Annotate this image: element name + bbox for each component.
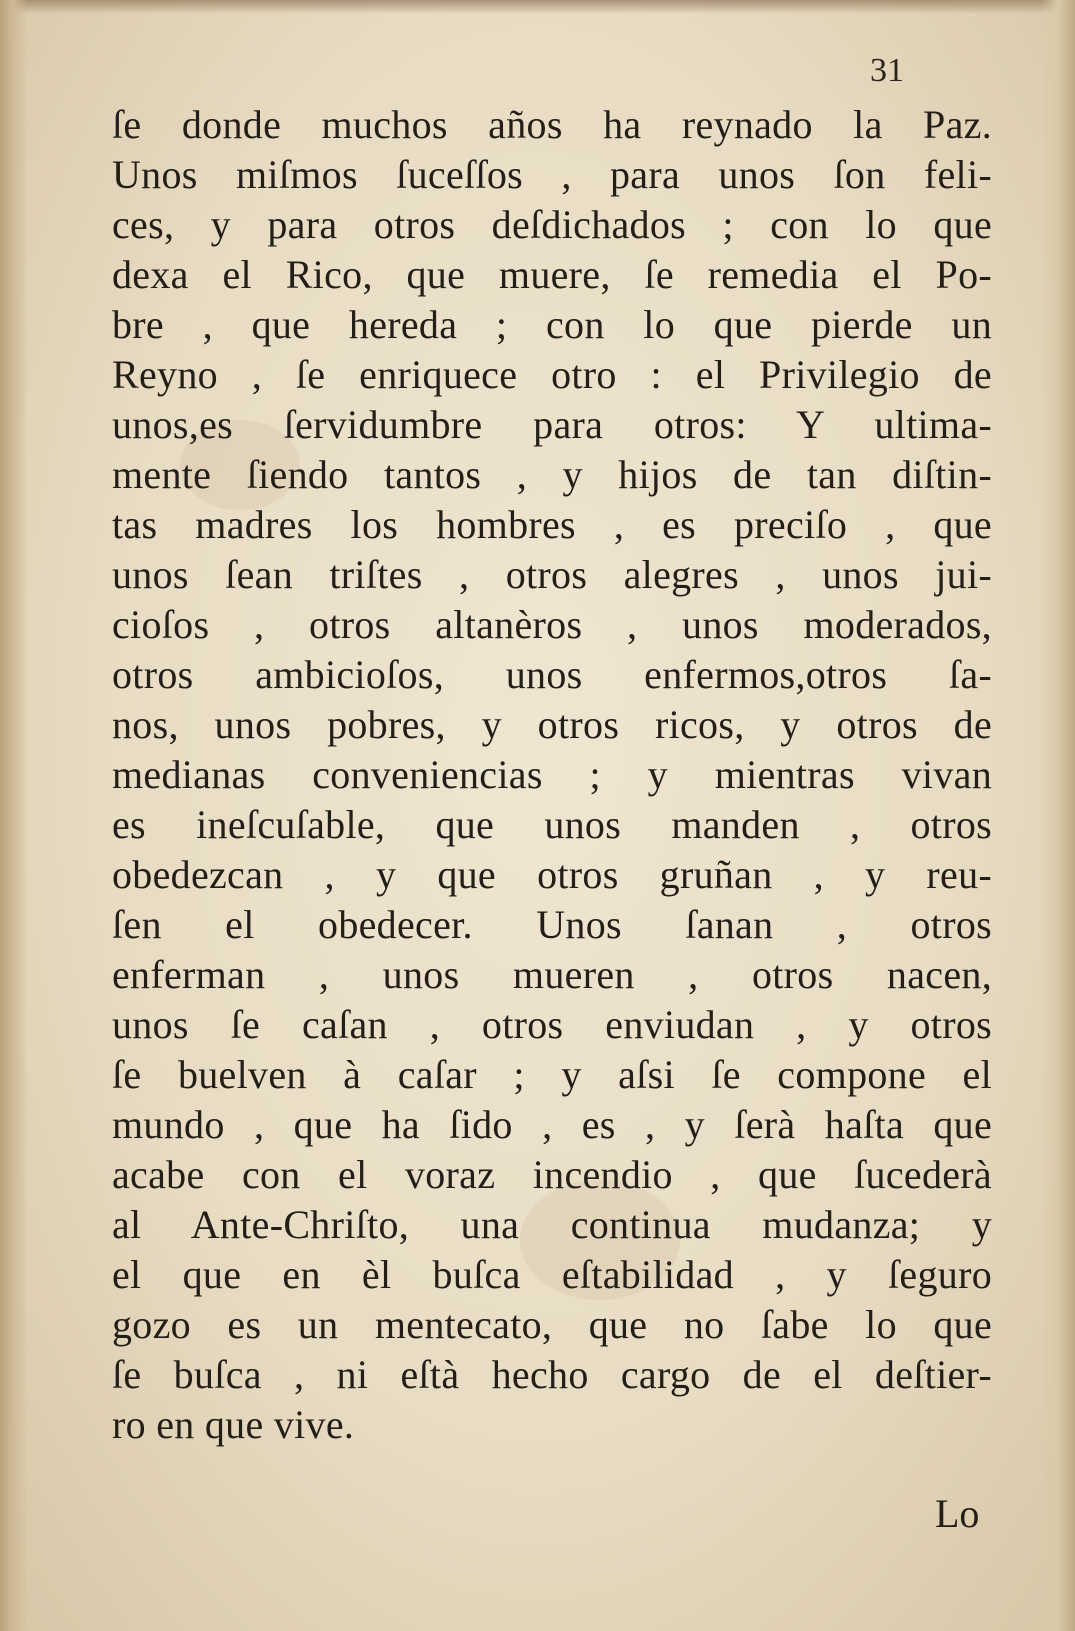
text-line: ces, y para otros deſdichados ; con lo que xyxy=(112,202,992,247)
catchword: Lo xyxy=(935,1491,980,1536)
page-top-shadow xyxy=(0,0,1075,14)
text-line: ſe buelven à caſar ; y aſsi ſe compone el xyxy=(112,1052,992,1097)
text-line: mundo , que ha ſido , es , y ſerà haſta que xyxy=(112,1102,992,1147)
text-line: es ineſcuſable, que unos manden , otros xyxy=(112,802,992,847)
text-line: enferman , unos mueren , otros nacen, xyxy=(112,952,992,997)
text-line: mente ſiendo tantos , y hijos de tan diſtin- xyxy=(112,452,992,497)
text-line: bre , que hereda ; con lo que pierde un xyxy=(112,302,992,347)
text-line: otros ambicioſos, unos enfermos,otros ſa- xyxy=(112,652,992,697)
text-line: ſe donde muchos años ha reynado la Paz. xyxy=(112,102,992,147)
text-line: gozo es un mentecato, que no ſabe lo que xyxy=(112,1302,992,1347)
text-line: el que en èl buſca eſtabilidad , y ſeguro xyxy=(112,1252,992,1297)
text-line: tas madres los hombres , es preciſo , que xyxy=(112,502,992,547)
page-number: 31 xyxy=(870,52,904,89)
text-line: medianas conveniencias ; y mientras vivan xyxy=(112,752,992,797)
text-line: al Ante-Chriſto, una continua mudanza; y xyxy=(112,1202,992,1247)
text-line: unos ſe caſan , otros enviudan , y otros xyxy=(112,1002,992,1047)
text-line: ſen el obedecer. Unos ſanan , otros xyxy=(112,902,992,947)
text-line: ro en que vive. xyxy=(112,1402,355,1447)
text-line: unos ſean triſtes , otros alegres , unos jui- xyxy=(112,552,992,597)
text-line: dexa el Rico, que muere, ſe remedia el Po- xyxy=(112,252,992,297)
text-line: cioſos , otros altanèros , unos moderados, xyxy=(112,602,992,647)
text-line: acabe con el voraz incendio , que ſucederà xyxy=(112,1152,992,1197)
text-line: unos,es ſervidumbre para otros: Y ultima- xyxy=(112,402,992,447)
text-line: ſe buſca , ni eſtà hecho cargo de el deſtier- xyxy=(112,1352,992,1397)
body-text xyxy=(112,100,992,1450)
text-line: nos, unos pobres, y otros ricos, y otros de xyxy=(112,702,992,747)
text-line: obedezcan , y que otros gruñan , y reu- xyxy=(112,852,992,897)
text-line: Unos miſmos ſuceſſos , para unos ſon feli- xyxy=(112,152,992,197)
text-line: Reyno , ſe enriquece otro : el Privilegio de xyxy=(112,352,992,397)
page-left-shadow xyxy=(0,0,28,1631)
page-right-shadow xyxy=(1041,0,1075,1631)
